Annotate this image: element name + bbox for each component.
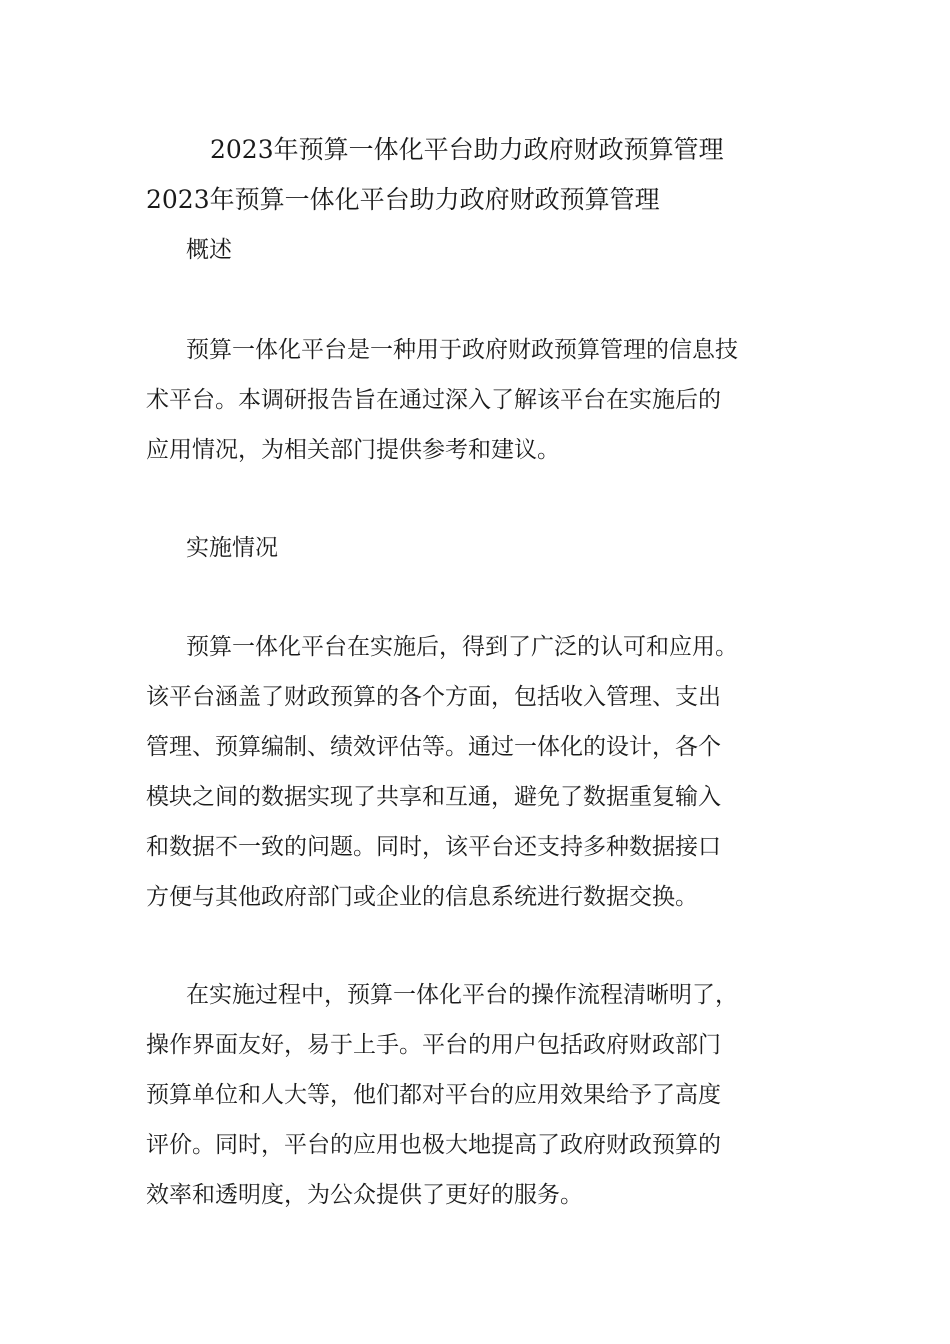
paragraph-line: 术平台。本调研报告旨在通过深入了解该平台在实施后的 bbox=[146, 387, 721, 413]
paragraph-line: 方便与其他政府部门或企业的信息系统进行数据交换。 bbox=[146, 884, 698, 910]
paragraph-line: 预算一体化平台是一种用于政府财政预算管理的信息技 bbox=[186, 337, 738, 363]
paragraph-line: 和数据不一致的问题。同时，该平台还支持多种数据接口 bbox=[146, 834, 721, 860]
paragraph-implementation-2 bbox=[146, 970, 806, 1220]
paragraph-line: 应用情况，为相关部门提供参考和建议。 bbox=[146, 437, 560, 463]
paragraph-line: 评价。同时，平台的应用也极大地提高了政府财政预算的 bbox=[146, 1132, 721, 1158]
paragraph-line: 在实施过程中，预算一体化平台的操作流程清晰明了， bbox=[186, 982, 738, 1008]
paragraph-line: 模块之间的数据实现了共享和互通，避免了数据重复输入 bbox=[146, 784, 721, 810]
paragraph-line: 预算一体化平台在实施后，得到了广泛的认可和应用。 bbox=[186, 634, 738, 660]
paragraph-line: 操作界面友好，易于上手。平台的用户包括政府财政部门 bbox=[146, 1032, 721, 1058]
section-heading-overview: 概述 bbox=[186, 237, 232, 263]
document-subtitle: 2023年预算一体化平台助力政府财政预算管理 bbox=[146, 185, 660, 214]
paragraph-line: 预算单位和人大等，他们都对平台的应用效果给予了高度 bbox=[146, 1082, 721, 1108]
paragraph-overview bbox=[146, 325, 806, 475]
paragraph-line: 效率和透明度，为公众提供了更好的服务。 bbox=[146, 1182, 583, 1208]
paragraph-implementation-1 bbox=[146, 622, 806, 922]
paragraph-line: 该平台涵盖了财政预算的各个方面，包括收入管理、支出 bbox=[146, 684, 721, 710]
paragraph-line: 管理、预算编制、绩效评估等。通过一体化的设计，各个 bbox=[146, 734, 721, 760]
document-title: 2023年预算一体化平台助力政府财政预算管理 bbox=[210, 135, 724, 164]
section-heading-implementation: 实施情况 bbox=[186, 535, 278, 561]
